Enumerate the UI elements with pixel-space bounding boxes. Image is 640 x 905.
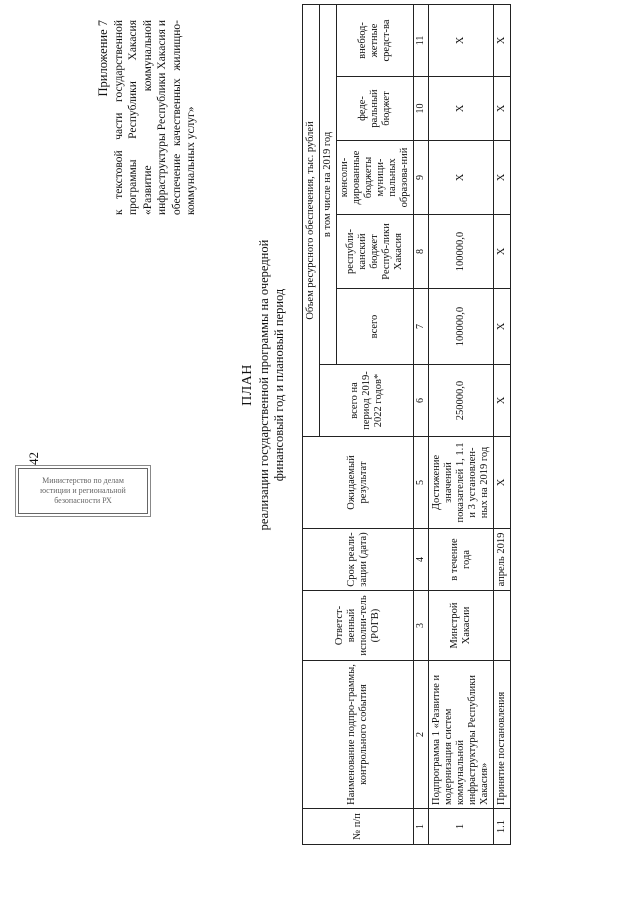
column-number: 11 — [414, 4, 429, 76]
table-row — [429, 4, 494, 844]
header-num: № п/п — [303, 809, 414, 845]
row-result: Х — [494, 437, 511, 529]
column-number: 6 — [414, 365, 429, 437]
column-number: 8 — [414, 215, 429, 289]
plan-subtitle-line1: реализации государственной программы на очередной — [257, 239, 271, 531]
header-executor: Ответст-венный исполни-тель (РОГВ) — [303, 591, 414, 661]
row-executor: Минстрой Хакасии — [429, 591, 494, 661]
page-number: 42 — [26, 452, 41, 465]
row-name: Принятие постановления — [494, 661, 511, 809]
header-result: Ожидаемый результат — [303, 437, 414, 529]
stamp-line: безопасности РХ — [54, 496, 112, 505]
row-term: в течение года — [429, 529, 494, 591]
appendix-text: к текстовой части государственной программы Республики Хакасия «Развитие коммунальной инфраструктуры Республики Хакасия и обеспечение качественных жилищно-коммунальных услуг» — [112, 20, 197, 215]
plan-subtitle-line2: финансовый год и плановый период — [272, 288, 286, 482]
header-total-period: всего на период 2019-2022 годов* — [320, 365, 414, 437]
table-row — [494, 4, 511, 844]
row-executor — [494, 591, 511, 661]
row-total-year: 100000,0 — [429, 289, 494, 365]
stamp-line: Министерство по делам — [42, 476, 124, 485]
header-volume-group: Объем ресурсного обеспечения, тыс. рублей — [303, 4, 320, 436]
document-title — [240, 125, 287, 645]
header-federal: феде-ральный бюджет — [337, 77, 414, 141]
row-result: Достижение значений показателей 1, 1.1 и 3 установлен-ных на 2019 год — [429, 437, 494, 529]
header-extrabudget: внебюд-жетные средст-ва — [337, 4, 414, 76]
column-number: 7 — [414, 289, 429, 365]
appendix-block — [96, 20, 199, 215]
header-row-1 — [303, 4, 320, 844]
row-consolidated: Х — [429, 141, 494, 215]
column-number: 5 — [414, 437, 429, 529]
row-term: апрель 2019 — [494, 529, 511, 591]
row-total-period: 250000,0 — [429, 365, 494, 437]
header-republican: республи-канский бюджет Респуб-лики Хакасия — [337, 215, 414, 289]
row-extrabudget: Х — [429, 4, 494, 76]
header-name: Наименование подпро-граммы, контрольного события — [303, 661, 414, 809]
row-extrabudget: Х — [494, 4, 511, 76]
row-consolidated: Х — [494, 141, 511, 215]
column-number: 4 — [414, 529, 429, 591]
plan-heading: ПЛАН — [240, 364, 255, 406]
row-total-year: Х — [494, 289, 511, 365]
column-number: 10 — [414, 77, 429, 141]
column-number: 3 — [414, 591, 429, 661]
stamp-line: юстиции и региональной — [40, 486, 126, 495]
column-number: 9 — [414, 141, 429, 215]
header-year-group: в том числе на 2019 год — [320, 4, 337, 364]
row-federal: Х — [429, 77, 494, 141]
row-num: 1.1 — [494, 809, 511, 845]
header-term: Срок реали-зации (дата) — [303, 529, 414, 591]
appendix-title: Приложение 7 — [96, 20, 110, 97]
plan-table — [302, 4, 511, 845]
row-name: Подпрограмма 1 «Развитие и модернизация систем коммунальной инфраструктуры Республики Хакасия» — [429, 661, 494, 809]
row-republican: Х — [494, 215, 511, 289]
row-federal: Х — [494, 77, 511, 141]
column-number-row — [414, 4, 429, 844]
row-republican: 100000,0 — [429, 215, 494, 289]
row-total-period: Х — [494, 365, 511, 437]
column-number: 1 — [414, 809, 429, 845]
header-total-year: всего — [337, 289, 414, 365]
header-consolidated: консоли-дированные бюджеты муници-пальных образова-ний — [337, 141, 414, 215]
registration-stamp — [18, 468, 148, 514]
column-number: 2 — [414, 661, 429, 809]
row-num: 1 — [429, 809, 494, 845]
